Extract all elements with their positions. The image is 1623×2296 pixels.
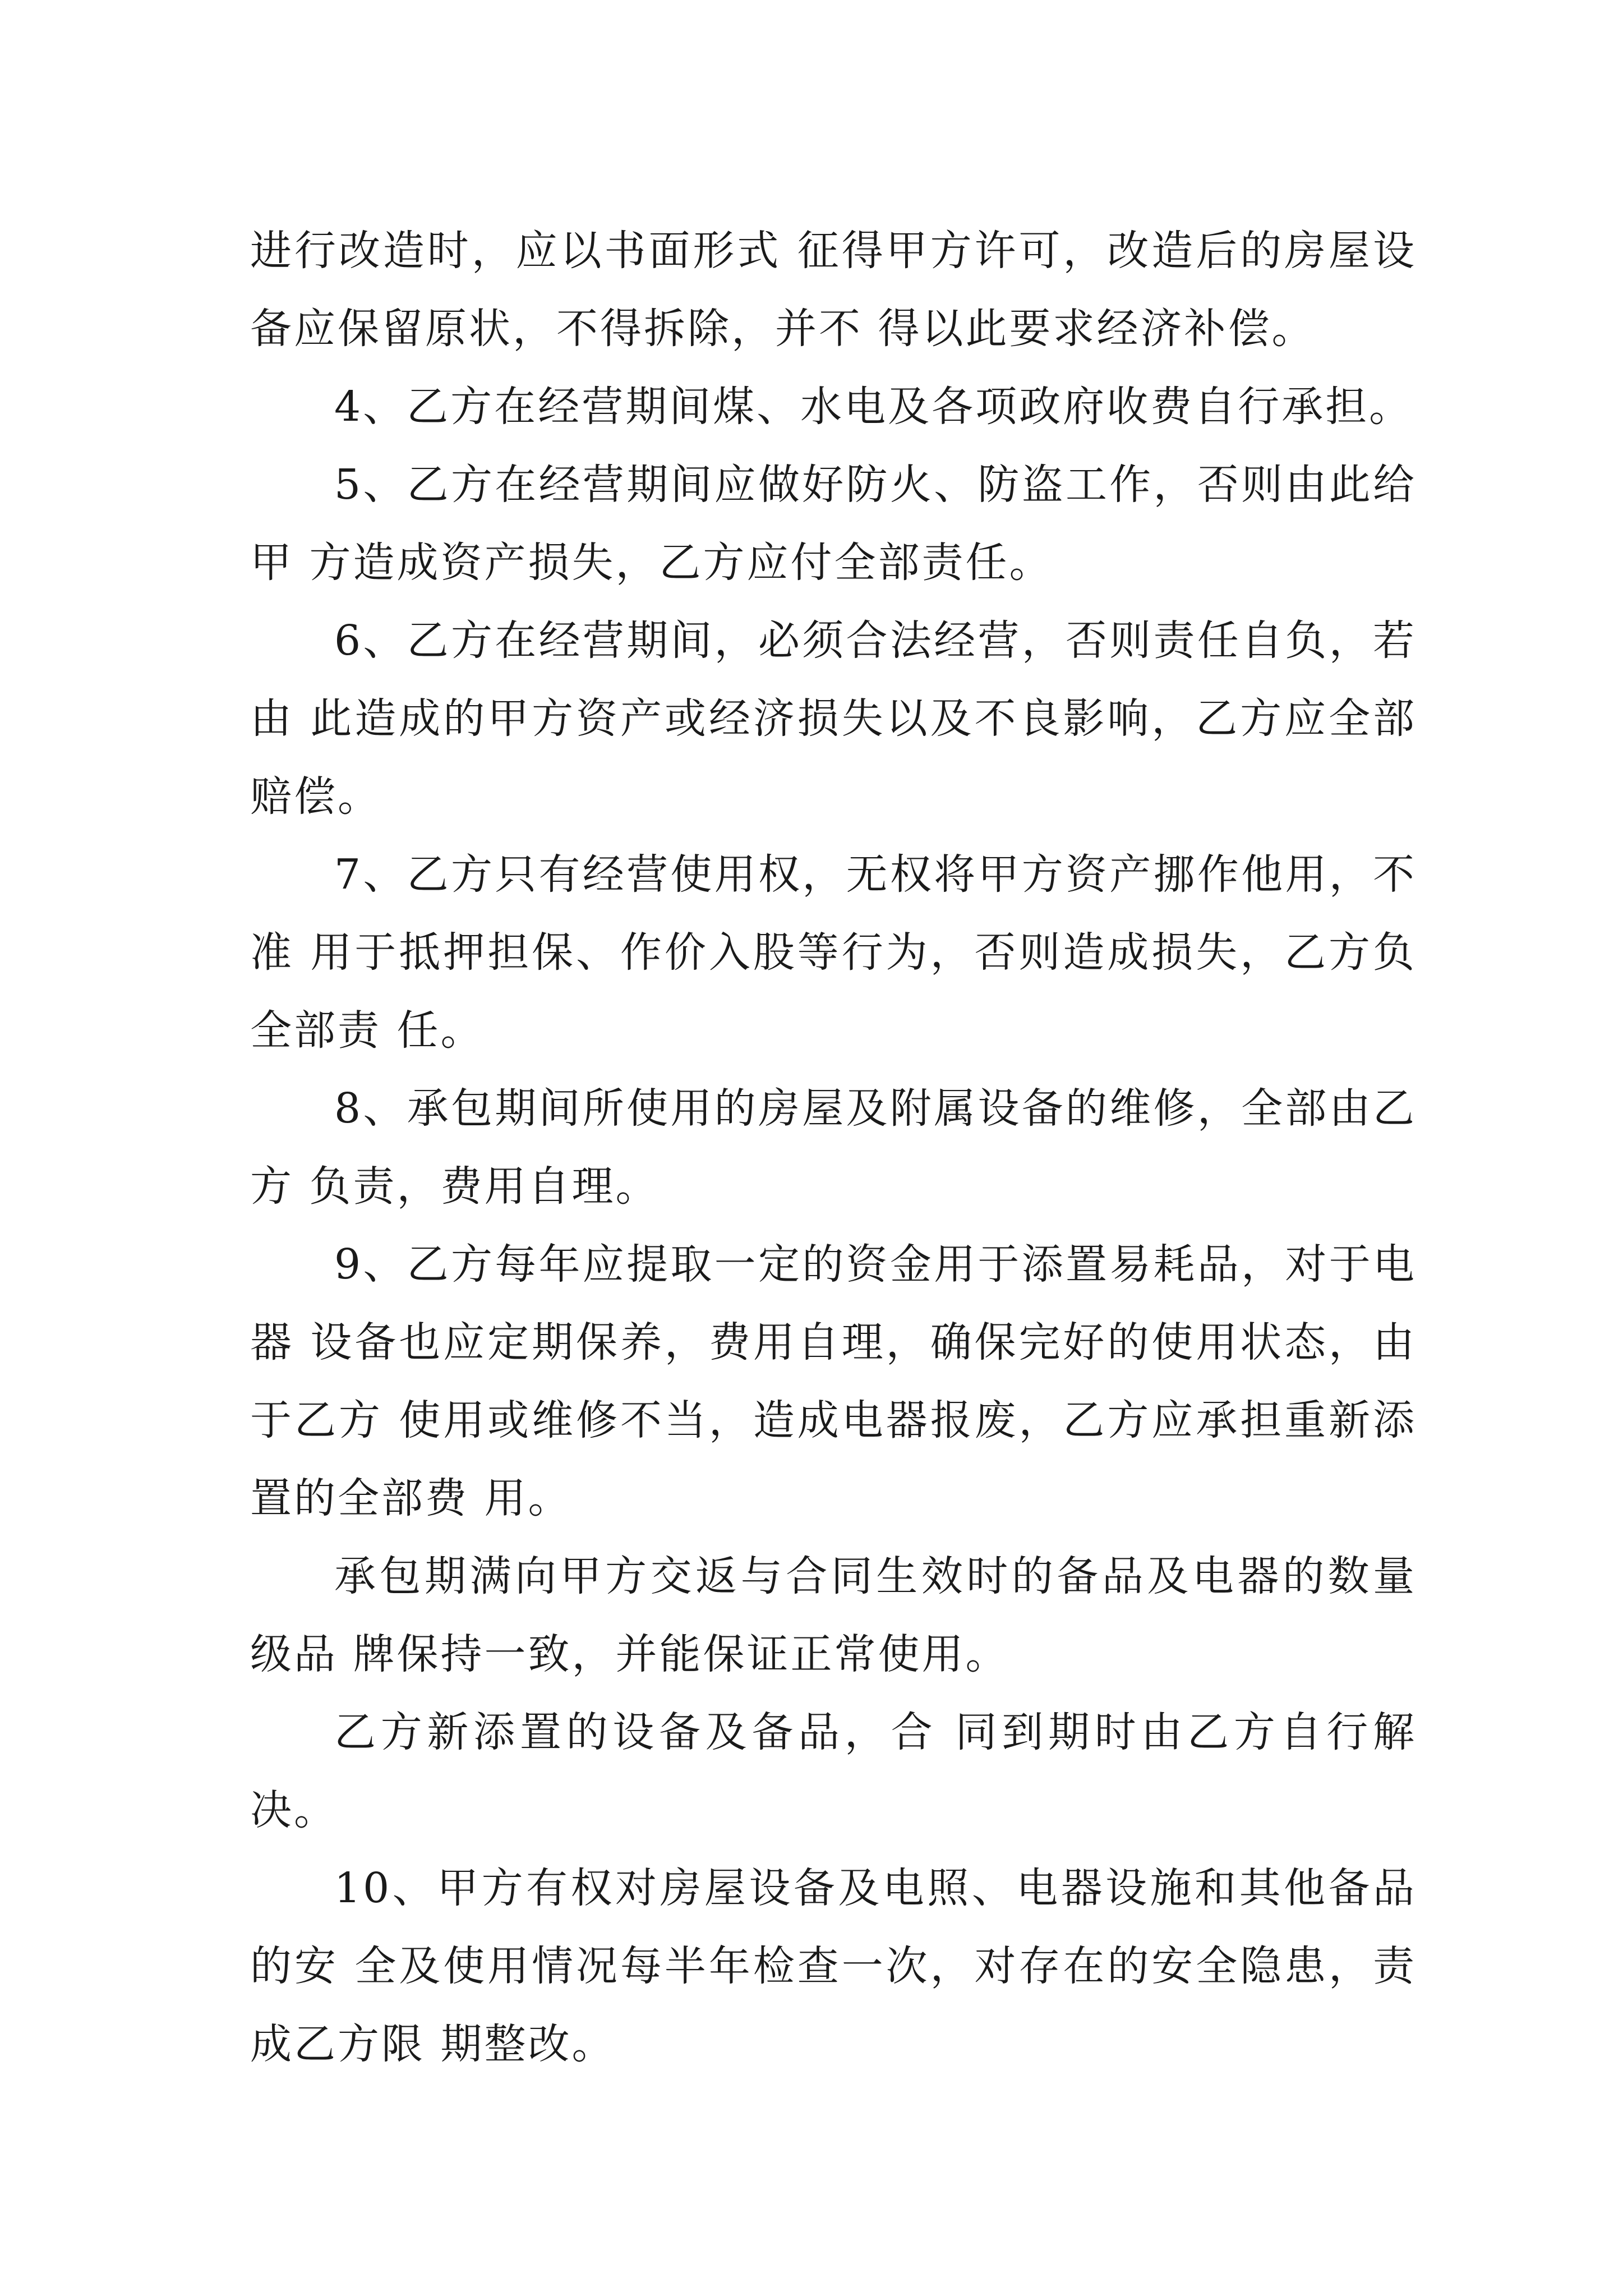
paragraph-clause-5: 5、乙方在经营期间应做好防火、防盗工作，否则由此给甲 方造成资产损失，乙方应付全部责任。 bbox=[250, 461, 1417, 587]
paragraph-continuation: 进行改造时，应以书面形式 征得甲方许可，改造后的房屋设备应保留原状，不得拆除，并不 得以此要求经济补偿。 bbox=[250, 227, 1417, 353]
paragraph-clause-9: 9、乙方每年应提取一定的资金用于添置易耗品，对于电器 设备也应定期保养，费用自理，确保完好的使用状态，由于乙方 使用或维修不当，造成电器报废，乙方应承担重新添置的全部费 用。 bbox=[250, 1240, 1417, 1522]
paragraph-clause-9-new-equipment: 乙方新添置的设备及备品，合 同到期时由乙方自行解决。 bbox=[250, 1708, 1417, 1834]
paragraph-clause-7: 7、乙方只有经营使用权，无权将甲方资产挪作他用，不准 用于抵押担保、作价入股等行为，否则造成损失，乙方负全部责 任。 bbox=[250, 850, 1417, 1055]
document-body bbox=[250, 212, 1417, 2083]
paragraph-clause-6: 6、乙方在经营期间，必须合法经营，否则责任自负，若由 此造成的甲方资产或经济损失以及不良影响，乙方应全部赔偿。 bbox=[250, 616, 1417, 821]
paragraph-clause-4: 4、乙方在经营期间煤、水电及各项政府收费自行承担。 bbox=[334, 383, 1413, 431]
paragraph-clause-8: 8、承包期间所使用的房屋及附属设备的维修，全部由乙方 负责，费用自理。 bbox=[250, 1084, 1417, 1211]
paragraph-clause-10: 10、甲方有权对房屋设备及电照、电器设施和其他备品的安 全及使用情况每半年检查一次，对存在的安全隐患，责成乙方限 期整改。 bbox=[250, 1864, 1417, 2068]
paragraph-clause-9-return: 承包期满向甲方交返与合同生效时的备品及电器的数量级品 牌保持一致，并能保证正常使用。 bbox=[250, 1552, 1417, 1678]
